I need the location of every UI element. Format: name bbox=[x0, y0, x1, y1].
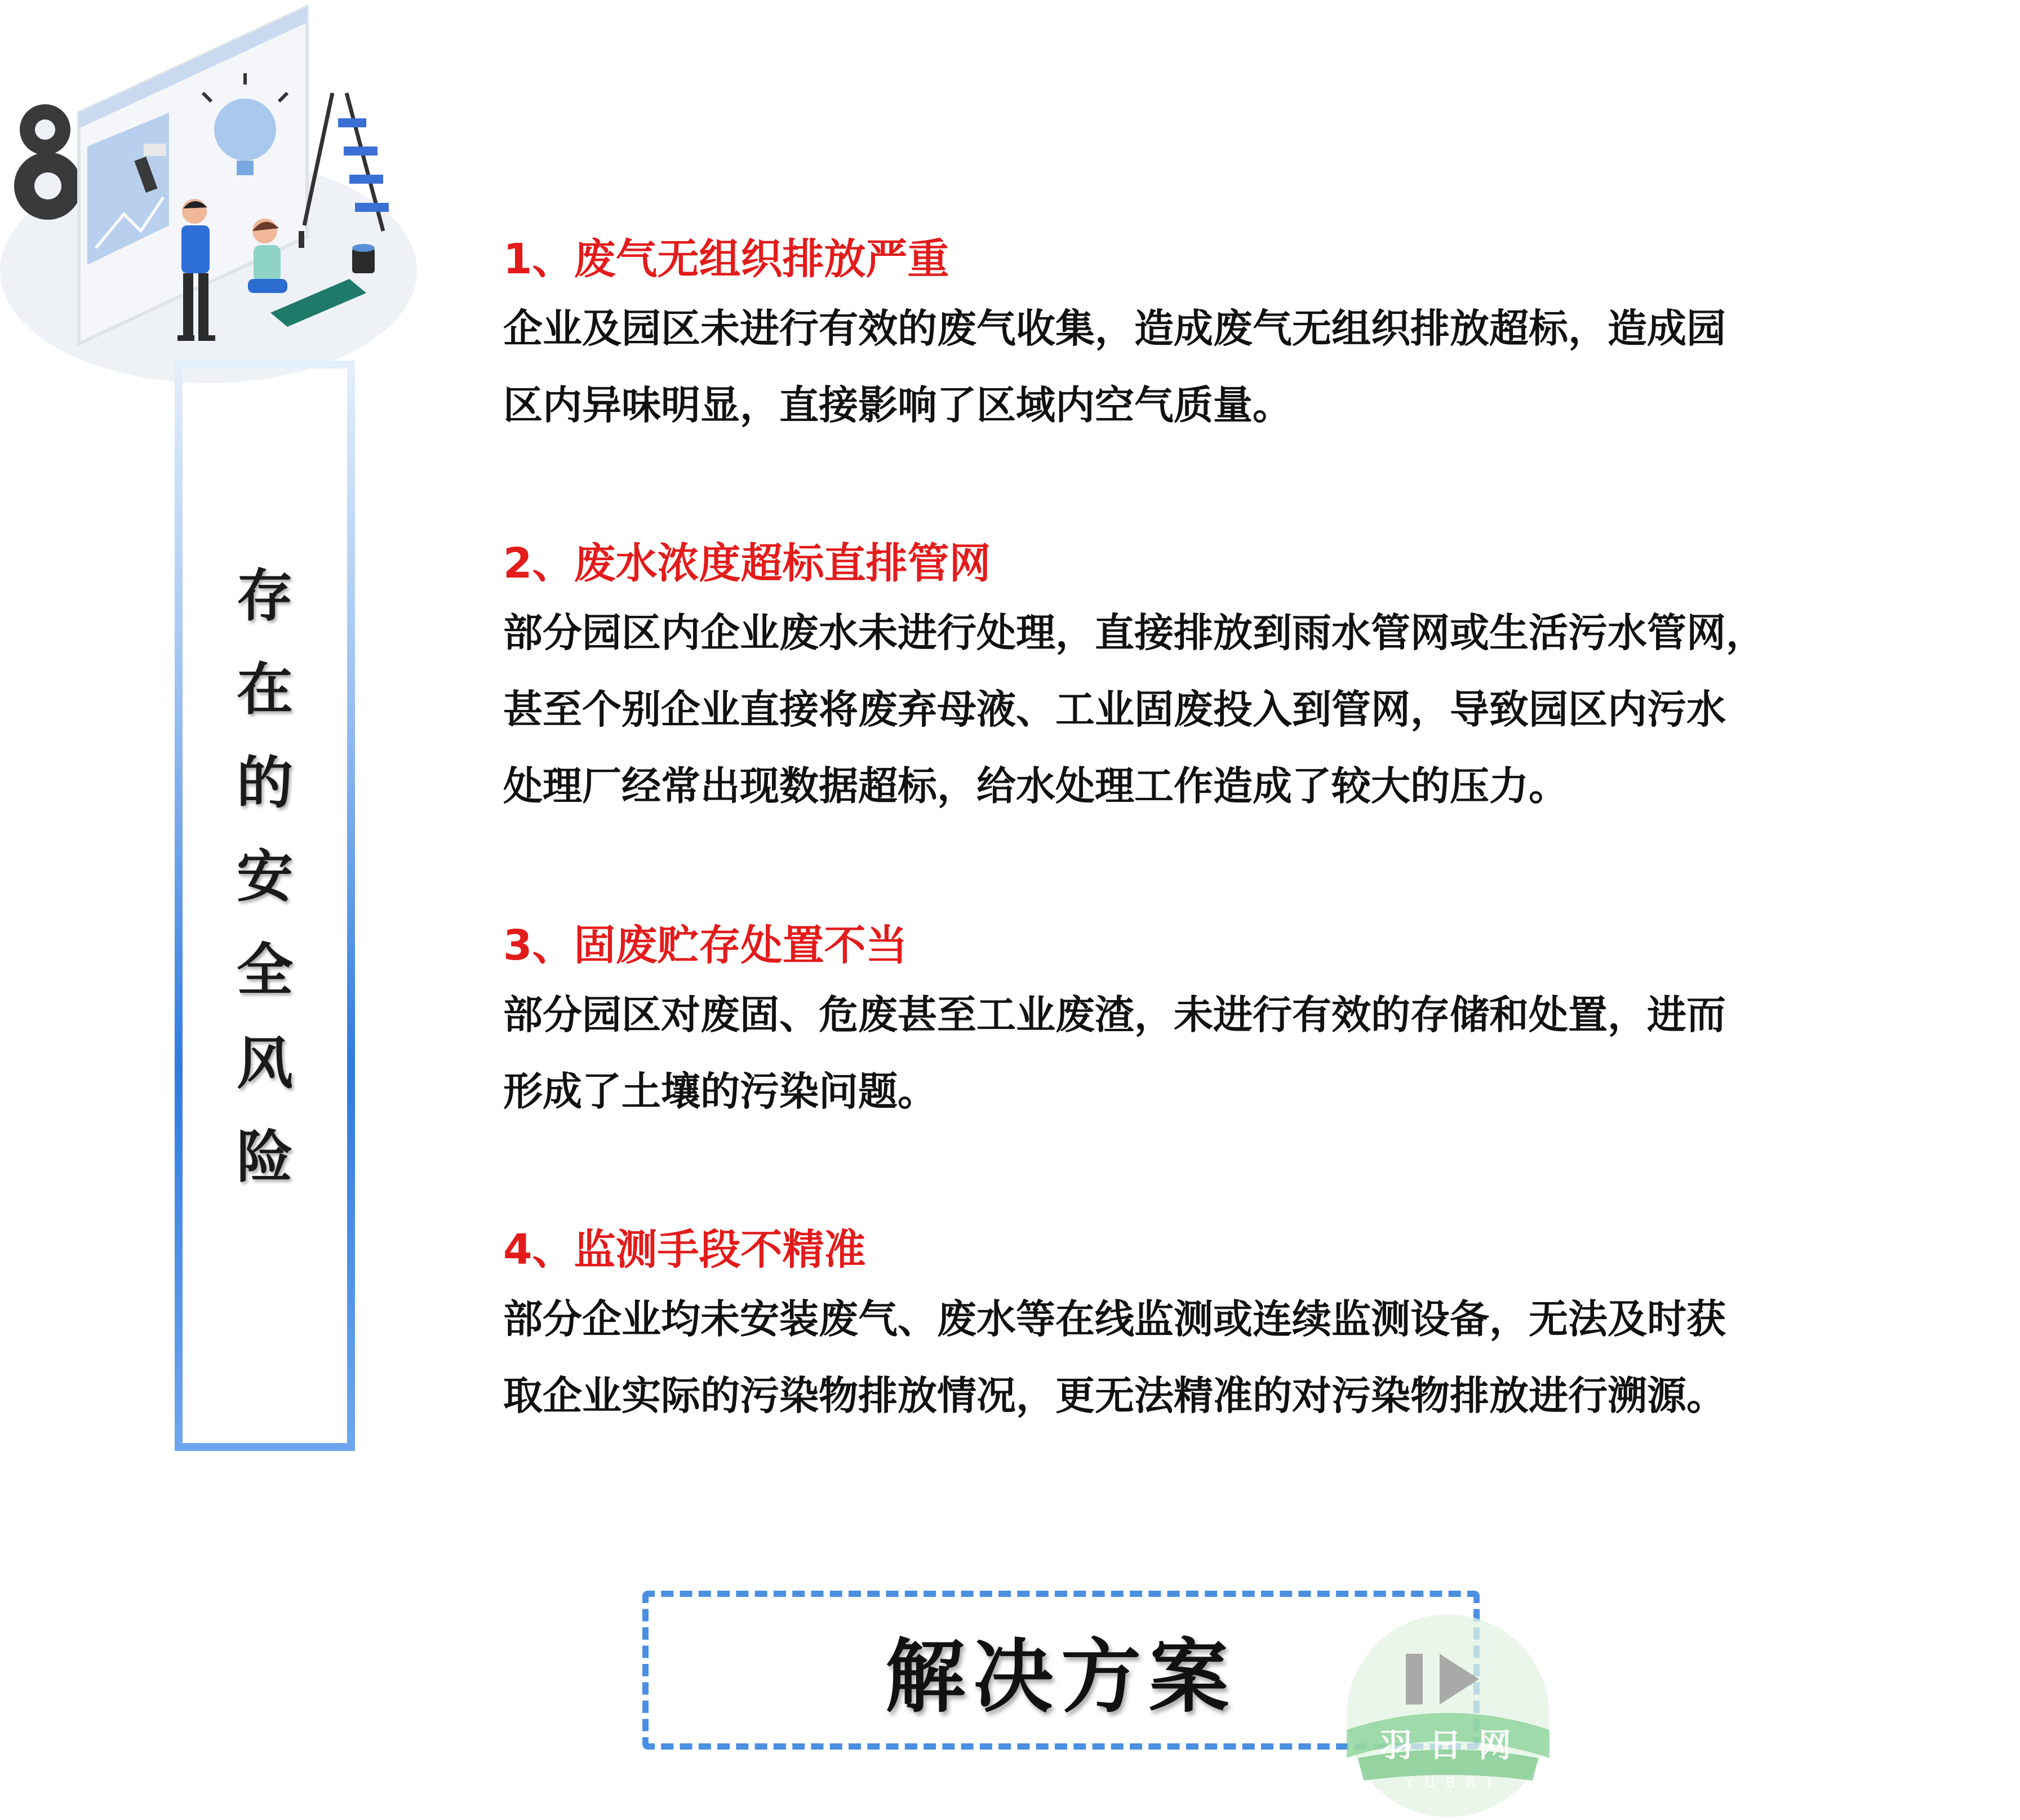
paint-bucket-icon bbox=[352, 244, 375, 273]
section-line: 取企业实际的污染物排放情况，更无法精准的对污染物排放进行溯源。 bbox=[503, 1373, 1726, 1419]
section-line: 部分园区对废固、危废甚至工业废渣，未进行有效的存储和处置，进而 bbox=[503, 992, 1726, 1038]
solution-button-label: 解决方案 bbox=[885, 1631, 1237, 1724]
section-line: 处理厂经常出现数据超标，给水处理工作造成了较大的压力。 bbox=[503, 763, 1568, 809]
risk-section bbox=[503, 915, 2002, 1130]
sidebar-char: 安 bbox=[237, 844, 293, 909]
section-line: 甚至个别企业直接将废弃母液、工业固废投入到管网，导致园区内污水 bbox=[503, 686, 1726, 733]
risk-section bbox=[503, 1219, 2002, 1434]
gear-icon bbox=[14, 104, 82, 220]
section-line: 部分园区内企业废水未进行处理，直接排放到雨水管网或生活污水管网， bbox=[503, 610, 1765, 656]
section-title: 1、废气无组织排放严重 bbox=[503, 235, 949, 283]
sidebar-title bbox=[211, 549, 318, 1204]
section-line: 形成了土壤的污染问题。 bbox=[503, 1068, 937, 1115]
sidebar-char: 险 bbox=[237, 1124, 293, 1190]
sidebar-char: 风 bbox=[237, 1031, 293, 1097]
watermark-subtext: YUBRI bbox=[1405, 1775, 1503, 1791]
watermark-text: 羽日网 bbox=[1379, 1726, 1528, 1764]
sidebar-char: 全 bbox=[237, 937, 293, 1003]
section-title: 2、废水浓度超标直排管网 bbox=[503, 539, 991, 588]
section-line: 区内异味明显，直接影响了区域内空气质量。 bbox=[503, 382, 1292, 428]
paint-roller bbox=[144, 144, 166, 156]
sidebar-char: 在 bbox=[237, 656, 293, 722]
section-title: 4、监测手段不精准 bbox=[503, 1226, 866, 1274]
section-title: 3、固废贮存处置不当 bbox=[503, 921, 908, 970]
team-work-illustration bbox=[0, 0, 428, 394]
sidebar-char: 存 bbox=[237, 563, 293, 629]
risk-section bbox=[503, 532, 2002, 824]
section-line: 部分企业均未安装废气、废水等在线监测或连续监测设备，无法及时获 bbox=[503, 1296, 1726, 1342]
section-line: 企业及园区未进行有效的废气收集，造成废气无组织排放超标，造成园 bbox=[503, 305, 1726, 352]
sidebar-char: 的 bbox=[237, 750, 293, 816]
brush bbox=[299, 231, 304, 248]
risk-section bbox=[503, 228, 2002, 443]
